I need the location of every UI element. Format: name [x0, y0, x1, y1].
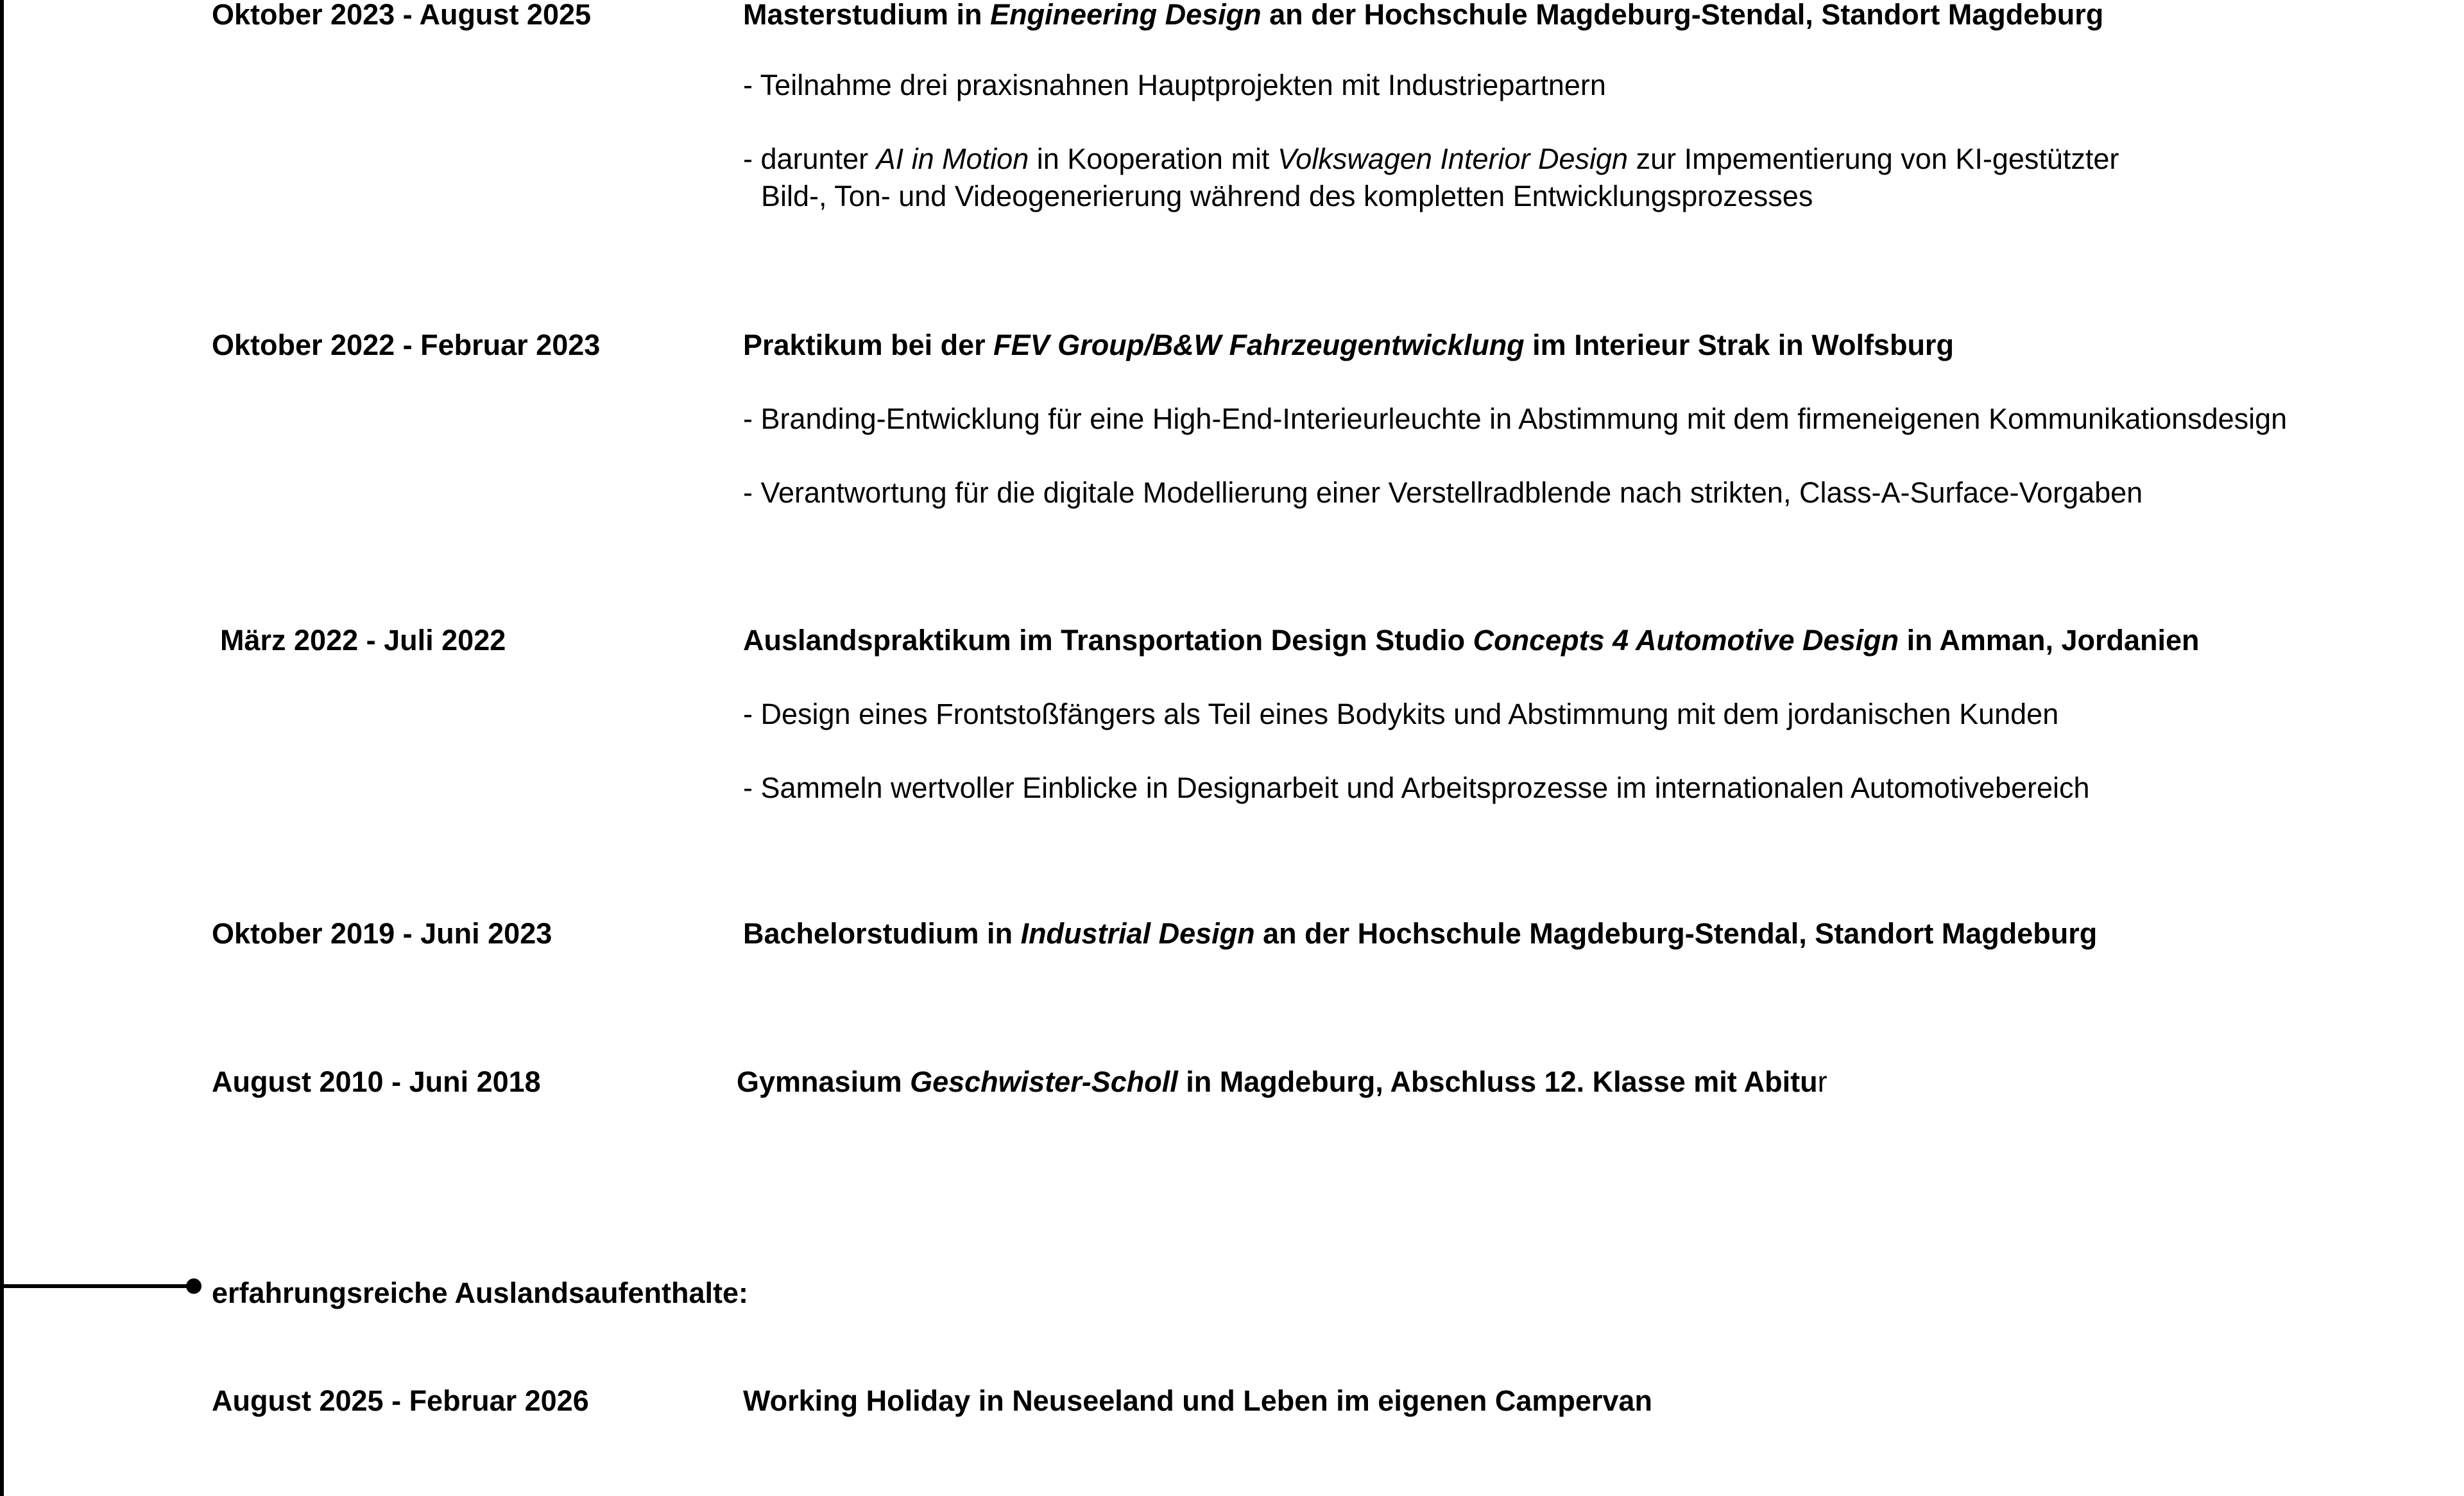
entry-date: August 2010 - Juni 2018 [212, 1065, 541, 1098]
entry-bullet: - Branding-Entwicklung für eine High-End-Interieurleuchte in Abstimmung mit dem firmeneigenen Kommunikationsdesign [743, 402, 2288, 435]
entry-bullet-continuation: Bild-, Ton- und Videogenerierung während des kompletten Entwicklungsprozesses [761, 180, 1813, 212]
entry-title: Auslandspraktikum im Transportation Design Studio Concepts 4 Automotive Design in Amman, Jordanien [743, 624, 2200, 657]
entry-bullet: - Verantwortung für die digitale Modellierung einer Verstellradblende nach strikten, Class-A-Surface-Vorgaben [743, 476, 2143, 509]
timeline-branch [0, 1284, 193, 1288]
entry-bullet: - Teilnahme drei praxisnahnen Hauptprojekten mit Industriepartnern [743, 69, 1606, 101]
entry-date: Oktober 2022 - Februar 2023 [212, 329, 601, 361]
entry-date: August 2025 - Februar 2026 [212, 1384, 589, 1417]
section-heading: erfahrungsreiche Auslandsaufenthalte: [212, 1277, 749, 1309]
entry-title: Working Holiday in Neuseeland und Leben im eigenen Campervan [743, 1384, 1652, 1417]
entry-bullet: - darunter AI in Motion in Kooperation mit Volkswagen Interior Design zur Impementierung von KI-gestützter [743, 142, 2119, 175]
entry-title: Bachelorstudium in Industrial Design an der Hochschule Magdeburg-Stendal, Standort Magdeburg [743, 917, 2098, 950]
timeline-dot [186, 1278, 201, 1294]
entry-bullet: - Sammeln wertvoller Einblicke in Designarbeit und Arbeitsprozesse im internationalen Automotivebereich [743, 771, 2090, 804]
timeline-line [0, 0, 4, 1496]
entry-title: Praktikum bei der FEV Group/B&W Fahrzeugentwicklung im Interieur Strak in Wolfsburg [743, 329, 1954, 361]
entry-title: Gymnasium Geschwister-Scholl in Magdeburg, Abschluss 12. Klasse mit Abitur [737, 1065, 1827, 1098]
entry-date: Oktober 2023 - August 2025 [212, 0, 592, 31]
entry-date: März 2022 - Juli 2022 [220, 624, 506, 657]
entry-bullet: - Design eines Frontstoßfängers als Teil eines Bodykits und Abstimmung mit dem jordanischen Kunden [743, 698, 2059, 730]
entry-date: Oktober 2019 - Juni 2023 [212, 917, 552, 950]
entry-title: Masterstudium in Engineering Design an der Hochschule Magdeburg-Stendal, Standort Magdeburg [743, 0, 2104, 31]
